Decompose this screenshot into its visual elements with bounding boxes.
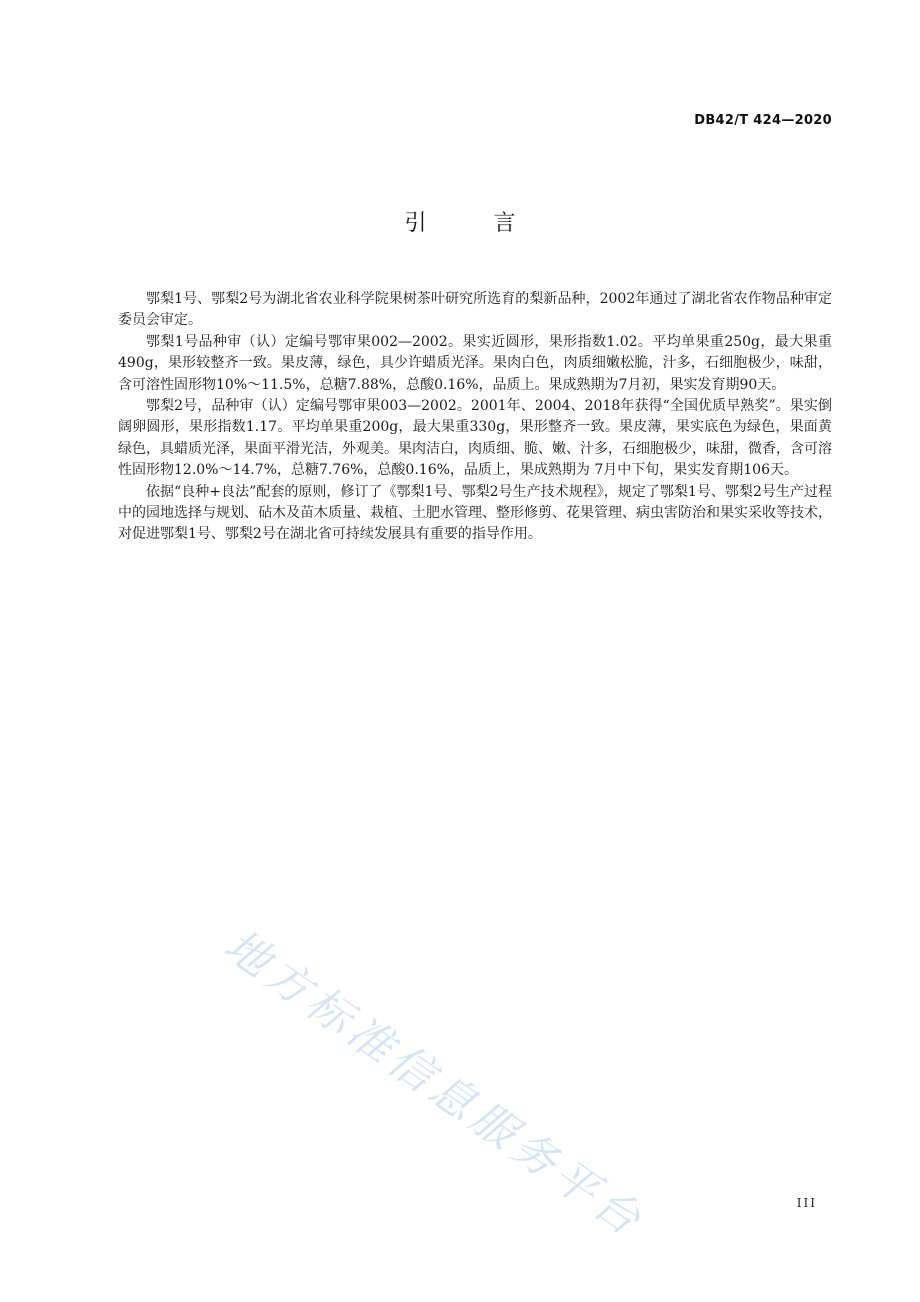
paragraph-1: 鄂梨1号、鄂梨2号为湖北省农业科学院果树茶叶研究所选育的梨新品种，2002年通过了湖北省农作物品种审定委员会审定。 bbox=[118, 291, 832, 329]
paragraph-4: 依据“良种+良法”配套的原则，修订了《鄂梨1号、鄂梨2号生产技术规程》，规定了鄂梨1号、鄂梨2号生产过程中的园地选择与规划、砧木及苗木质量、栽植、土肥水管理、整形修剪、花果管理、病虫害防治和果实采收等技术，对促进鄂梨1号、鄂梨2号在湖北省可持续发展具有重要的指导作用。 bbox=[118, 483, 832, 543]
standard-code: DB42/T 424—2020 bbox=[694, 113, 832, 128]
page-title: 引 言 bbox=[404, 211, 546, 236]
body-text bbox=[118, 289, 832, 546]
paragraph-2: 鄂梨1号品种审（认）定编号鄂审果002—2002。果实近圆形，果形指数1.02。平均单果重250g，最大果重490g，果形较整齐一致。果皮薄，绿色，具少许蜡质光泽。果肉白色，肉质细嫩松脆，汁多，石细胞极少，味甜，含可溶性固形物10%～11.5%，总糖7.88%，总酸0.16%，品质上。果成熟期为7月初，果实发育期90天。 bbox=[118, 333, 832, 393]
paragraph-3: 鄂梨2号，品种审（认）定编号鄂审果003—2002。2001年、2004、2018年获得“全国优质早熟奖”。果实倒阔卵圆形，果形指数1.17。平均单果重200g，最大果重330g，果形整齐一致。果皮薄，果实底色为绿色，果面黄绿色，具蜡质光泽，果面平滑光洁，外观美。果肉洁白，肉质细、脆、嫩、汁多，石细胞极少，味甜，微香，含可溶性固形物12.0%～14.7%，总糖7.76%，总酸0.16%，品质上，果成熟期为 7月中下旬，果实发育期106天。 bbox=[118, 398, 832, 479]
watermark: 地方标准信息服务平台 bbox=[214, 919, 654, 1249]
page-number: III bbox=[796, 1196, 817, 1210]
